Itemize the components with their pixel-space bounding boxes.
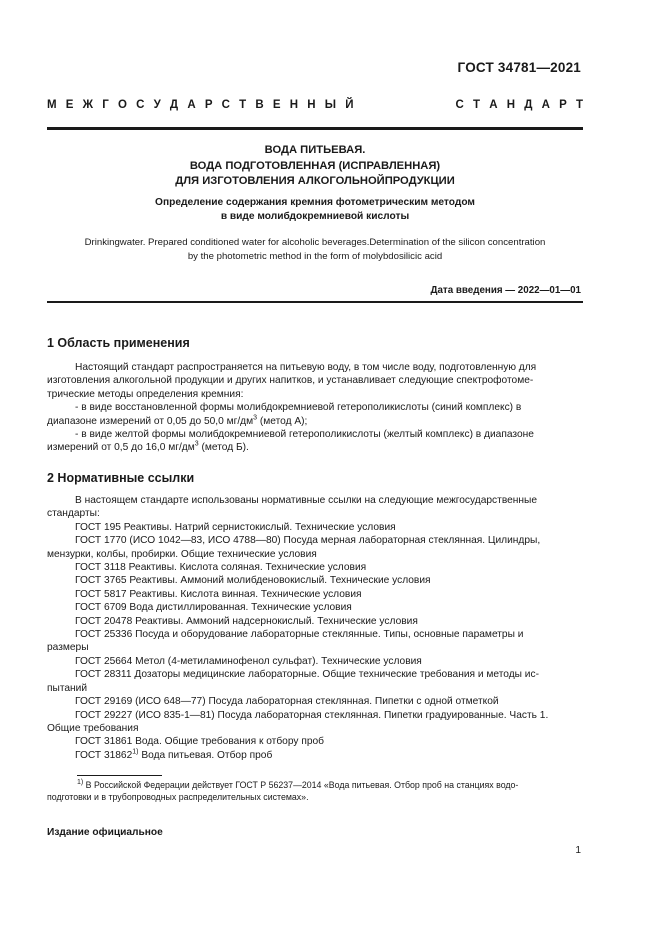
reference-line: ГОСТ 28311 Дозаторы медицинские лабораторные. Общие технические требования и методы ис- — [75, 669, 539, 681]
bullet-line: (метод А); — [257, 415, 308, 427]
footnote-marker: 1) — [132, 748, 139, 756]
bullet-line: - в виде желтой формы молибдокремниевой гетерополикислоты (желтый комплекс) в диапазоне — [75, 429, 534, 441]
footnote — [47, 779, 583, 803]
english-title-line: by the photometric method in the form of molybdosilicic acid — [187, 250, 443, 262]
paragraph-line: изготовления алкогольной продукции и других напитков, и устанавливает следующие спектрофотоме- — [47, 375, 534, 387]
reference-line: ГОСТ 20478 Реактивы. Аммоний надсернокислый. Технические условия — [75, 615, 418, 627]
paragraph-line: стандарты: — [47, 508, 100, 520]
reference-line: размеры — [47, 642, 89, 654]
superscript: 3 — [253, 414, 258, 422]
reference-line: Общие требования — [47, 722, 139, 734]
interstate-standard-banner — [47, 99, 583, 111]
bullet-line: диапазоне измерений от 0,05 до 50,0 мг/дм — [47, 415, 254, 427]
reference-line: Вода питьевая. Отбор проб — [138, 749, 273, 761]
english-title — [47, 236, 583, 263]
introduction-date: Дата введения — 2022—01—01 — [430, 285, 581, 296]
subtitle-line: в виде молибдокремниевой кислоты — [220, 211, 410, 222]
superscript: 3 — [194, 441, 199, 449]
reference-line: ГОСТ 195 Реактивы. Натрий сернистокислый. Технические условия — [75, 521, 396, 533]
interstate-word: М Е Ж Г О С У Д А Р С Т В Е Н Н Ы Й — [47, 99, 354, 111]
title-line: ДЛЯ ИЗГОТОВЛЕНИЯ АЛКОГОЛЬНОЙПРОДУКЦИИ — [175, 175, 455, 187]
reference-line: ГОСТ 6709 Вода дистиллированная. Технические условия — [75, 602, 352, 614]
reference-line: ГОСТ 29227 (ИСО 835-1—81) Посуда лабораторная стеклянная. Пипетки градуированные. Часть 1. — [75, 709, 549, 721]
title-line: ВОДА ПИТЬЕВАЯ. — [264, 144, 366, 156]
subtitle-line: Определение содержания кремния фотометрическим методом — [155, 197, 475, 208]
title-line: ВОДА ПОДГОТОВЛЕННАЯ (ИСПРАВЛЕННАЯ) — [189, 159, 441, 172]
section-1-body — [47, 361, 583, 455]
footnote-text: В Российской Федерации действует ГОСТ Р 56237—2014 «Вода питьевая. Отбор проб на станциях водо- — [83, 780, 519, 790]
reference-line: ГОСТ 29169 (ИСО 648—77) Посуда лабораторная стеклянная. Пипетки с одной отметкой — [75, 696, 499, 708]
header-divider — [47, 127, 583, 130]
footnote-text: подготовки и в трубопроводных распределительных системах». — [47, 792, 309, 802]
reference-line: ГОСТ 31861 Вода. Общие требования к отбору проб — [75, 736, 324, 748]
bullet-line: - в виде восстановленной формы молибдокремниевой гетерополикислоты (синий комплекс) в — [75, 402, 522, 414]
reference-line: ГОСТ 5817 Реактивы. Кислота винная. Технические условия — [75, 588, 362, 600]
date-divider — [47, 301, 583, 303]
footnote-divider — [77, 775, 162, 776]
document-subtitle — [47, 196, 583, 224]
standard-word: С Т А Н Д А Р Т — [455, 99, 583, 111]
reference-line: ГОСТ 31862 — [75, 749, 133, 761]
reference-line: ГОСТ 3765 Реактивы. Аммоний молибденовокислый. Технические условия — [75, 575, 431, 587]
reference-line: ГОСТ 25664 Метол (4-метиламинофенол сульфат). Технические условия — [75, 655, 422, 667]
bullet-line: измерений от 0,5 до 16,0 мг/дм — [47, 442, 195, 454]
reference-line: пытаний — [47, 682, 88, 694]
reference-line: мензурки, колбы, пробирки. Общие технические условия — [47, 548, 317, 560]
section-2-body — [47, 494, 583, 762]
official-edition-label: Издание официальное — [47, 827, 163, 838]
section-2-heading: 2 Нормативные ссылки — [47, 471, 195, 485]
paragraph-line: трические методы определения кремния: — [47, 388, 244, 400]
reference-line: ГОСТ 25336 Посуда и оборудование лабораторные стеклянные. Типы, основные параметры и — [75, 629, 524, 641]
document-title — [47, 143, 583, 190]
page-number: 1 — [575, 845, 581, 856]
english-title-line: Drinkingwater. Prepared conditioned water for alcoholic beverages.Determination of the silicon concentration — [84, 237, 546, 248]
section-1-heading: 1 Область применения — [47, 336, 190, 350]
reference-line: ГОСТ 3118 Реактивы. Кислота соляная. Технические условия — [75, 562, 367, 574]
bullet-line: (метод Б). — [198, 442, 249, 454]
footnote-marker: 1) — [77, 779, 84, 787]
paragraph-line: В настоящем стандарте использованы нормативные ссылки на следующие межгосударственные — [75, 495, 538, 506]
reference-line: ГОСТ 1770 (ИСО 1042—83, ИСО 4788—80) Посуда мерная лабораторная стеклянная. Цилиндры, — [75, 535, 541, 547]
paragraph-line: Настоящий стандарт распространяется на питьевую воду, в том числе воду, подготовленную для — [75, 362, 537, 373]
standard-code: ГОСТ 34781—2021 — [457, 60, 581, 75]
